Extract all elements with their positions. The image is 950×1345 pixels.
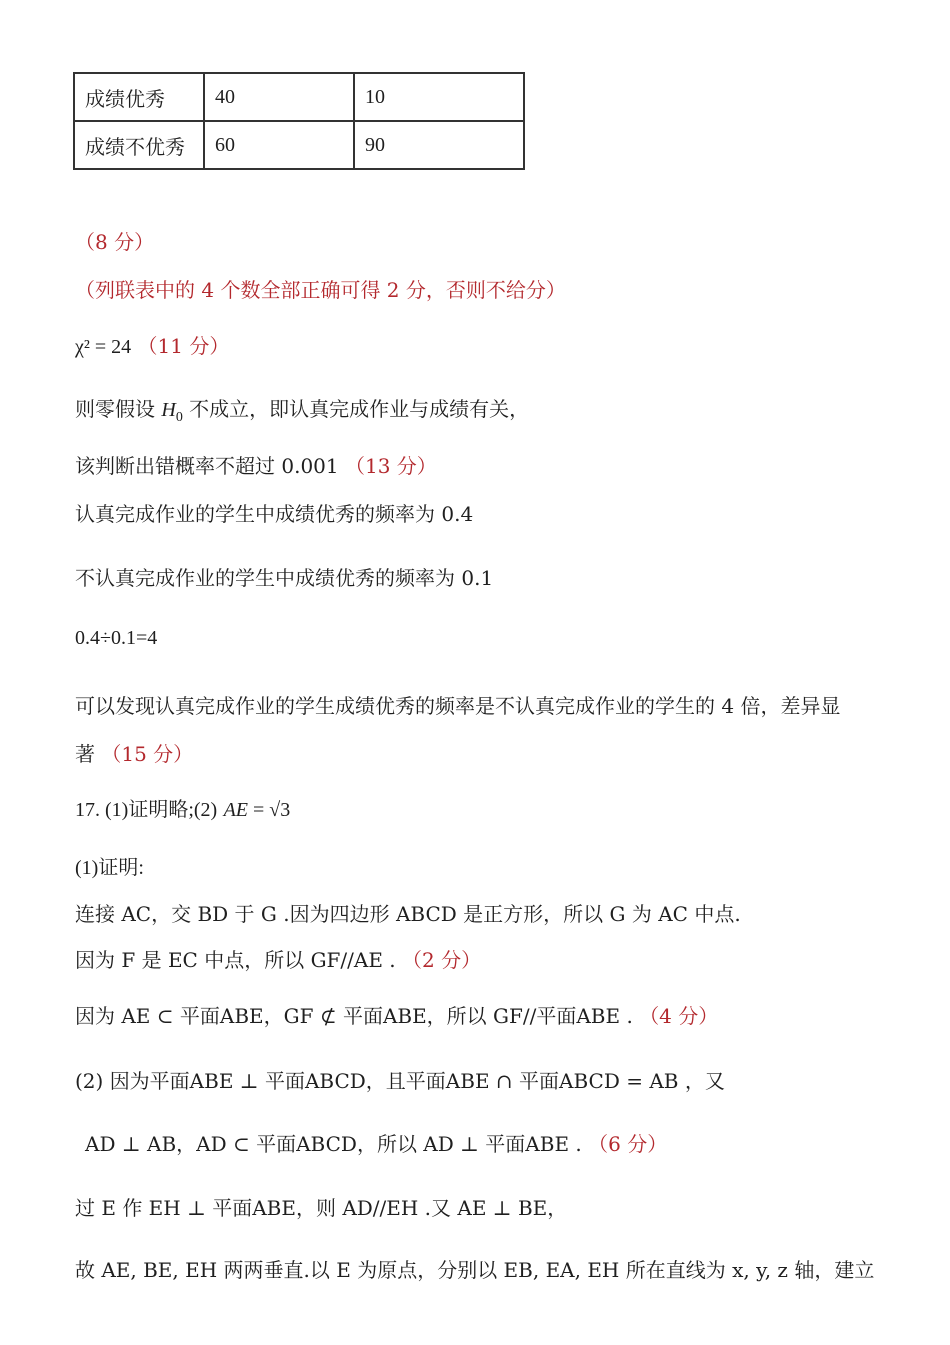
proof-text-3: 因为 AE ⊂ 平面ABE，GF ⊄ 平面ABE，所以 GF//平面ABE .	[75, 1004, 633, 1028]
proof-line-4: (2) 因为平面ABE ⊥ 平面ABCD，且平面ABE ∩ 平面ABCD = AB ，又	[75, 1069, 725, 1093]
score-13: （13 分）	[344, 454, 437, 478]
proof-heading: (1)证明:	[75, 857, 144, 879]
question-17-answer	[75, 793, 290, 822]
conclusion-line-1: 可以发现认真完成作业的学生成绩优秀的频率是不认真完成作业的学生的 4 倍，差异显	[75, 694, 841, 718]
score-11: （11 分）	[137, 334, 230, 358]
proof-line-7: 故 AE, BE, EH 两两垂直.以 E 为原点，分别以 EB, EA, EH 所在直线为 x, y, z 轴，建立	[75, 1258, 875, 1282]
proof-line-3	[75, 1000, 718, 1029]
table-row	[74, 73, 524, 121]
proof-line-2	[75, 944, 481, 973]
h0-symbol: H	[161, 399, 176, 421]
division-line: 0.4÷0.1=4	[75, 627, 158, 649]
chi-square-equation: χ² = 24	[75, 336, 132, 358]
conclusion-text: 著	[75, 742, 95, 766]
score-8: （8 分）	[75, 230, 155, 254]
question-17-prefix: 17. (1)证明略;(2)	[75, 799, 218, 821]
score-4: （4 分）	[639, 1004, 719, 1028]
proof-line-1: 连接 AC，交 BD 于 G .因为四边形 ABCD 是正方形，所以 G 为 AC 中点.	[75, 902, 741, 926]
table-row	[74, 121, 524, 169]
table-cell: 60	[204, 121, 354, 169]
probability-text: 该判断出错概率不超过 0.001	[75, 454, 339, 478]
h0-subscript: 0	[175, 410, 183, 425]
score-15: （15 分）	[101, 742, 194, 766]
row-label: 成绩优秀	[74, 73, 204, 121]
h0-prefix: 则零假设	[75, 397, 155, 421]
question-17-value: = √3	[248, 799, 291, 821]
row-label: 成绩不优秀	[74, 121, 204, 169]
proof-line-6: 过 E 作 EH ⊥ 平面ABE，则 AD//EH .又 AE ⊥ BE，	[75, 1196, 568, 1220]
question-17-ae: AE	[223, 799, 248, 821]
proof-text-5: AD ⊥ AB，AD ⊂ 平面ABCD，所以 AD ⊥ 平面ABE .	[85, 1132, 582, 1156]
probability-line	[75, 450, 437, 479]
chi-square-line	[75, 330, 229, 359]
frequency-line-2: 不认真完成作业的学生中成绩优秀的频率为 0.1	[75, 566, 494, 590]
frequency-line-1: 认真完成作业的学生中成绩优秀的频率为 0.4	[75, 502, 474, 526]
table-cell: 40	[204, 73, 354, 121]
grading-note: （列联表中的 4 个数全部正确可得 2 分，否则不给分）	[75, 278, 566, 302]
score-6: （6 分）	[588, 1132, 668, 1156]
hypothesis-line	[75, 393, 529, 426]
score-2: （2 分）	[402, 948, 482, 972]
proof-text-2: 因为 F 是 EC 中点，所以 GF//AE .	[75, 948, 396, 972]
table-cell: 90	[354, 121, 524, 169]
conclusion-line-2	[75, 738, 193, 767]
h0-suffix: 不成立，即认真完成作业与成绩有关，	[189, 397, 530, 421]
contingency-table	[73, 72, 525, 170]
proof-line-5	[85, 1128, 667, 1157]
table-cell: 10	[354, 73, 524, 121]
